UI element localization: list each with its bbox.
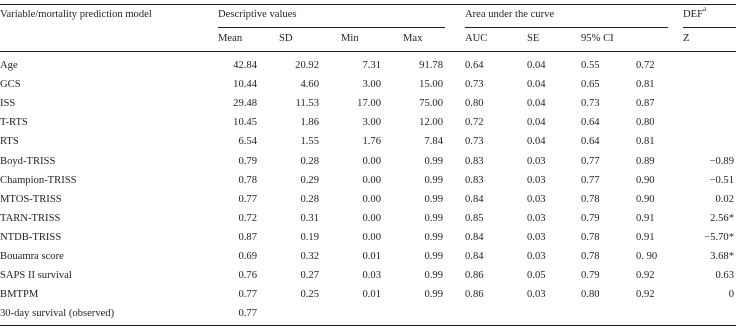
cell-ci-high: 0.72 <box>636 60 655 71</box>
cell-name: TARN-TRISS <box>0 213 61 224</box>
cell-ci-low: 0.79 <box>581 270 600 281</box>
cell-ci-low: 0.79 <box>581 213 600 224</box>
cell-sd: 20.92 <box>295 60 319 71</box>
cell-se: 0.04 <box>527 136 546 147</box>
cell-se: 0.04 <box>527 98 546 109</box>
cell-ci-low: 0.55 <box>581 60 600 71</box>
cell-min: 0.00 <box>362 213 381 224</box>
cell-min: 0.00 <box>362 175 381 186</box>
cell-ci-high: 0.92 <box>636 270 655 281</box>
cell-min: 0.00 <box>362 194 381 205</box>
header-area-under-curve: Area under the curve <box>465 9 555 20</box>
cell-se: 0.03 <box>527 213 546 224</box>
cell-z: 0.02 <box>715 194 734 205</box>
cell-max: 15.00 <box>419 79 443 90</box>
cell-ci-low: 0.77 <box>581 175 600 186</box>
cell-sd: 0.28 <box>300 156 319 167</box>
cell-ci-low: 0.77 <box>581 156 600 167</box>
header-descriptive-values: Descriptive values <box>218 9 297 20</box>
cell-sd: 0.31 <box>300 213 319 224</box>
cell-sd: 0.27 <box>300 270 319 281</box>
cell-name: NTDB-TRISS <box>0 232 62 243</box>
cell-auc: 0.80 <box>465 98 484 109</box>
auc-group-rule <box>465 27 668 28</box>
cell-ci-low: 0.64 <box>581 117 600 128</box>
header-auc: AUC <box>465 33 488 44</box>
cell-z: −5.70* <box>704 232 734 243</box>
header-def <box>683 5 707 21</box>
cell-sd: 0.19 <box>300 232 319 243</box>
cell-sd: 0.28 <box>300 194 319 205</box>
cell-auc: 0.64 <box>465 60 484 71</box>
cell-mean: 29.48 <box>233 98 257 109</box>
cell-ci-high: 0.90 <box>636 175 655 186</box>
cell-name: MTOS-TRISS <box>0 194 62 205</box>
cell-min: 0.01 <box>362 289 381 300</box>
cell-mean: 0.77 <box>238 289 257 300</box>
cell-name: GCS <box>0 79 21 90</box>
cell-name: 30-day survival (observed) <box>0 308 115 319</box>
cell-sd: 0.29 <box>300 175 319 186</box>
cell-mean: 0.69 <box>238 251 257 262</box>
cell-auc: 0.84 <box>465 232 484 243</box>
cell-ci-high: 0.80 <box>636 117 655 128</box>
header-variable: Variable/mortality prediction model <box>0 9 152 20</box>
cell-se: 0.03 <box>527 175 546 186</box>
cell-ci-high: 0.90 <box>636 194 655 205</box>
header-mean: Mean <box>218 33 243 44</box>
cell-mean: 10.45 <box>233 117 257 128</box>
cell-min: 0.03 <box>362 270 381 281</box>
header-max: Max <box>403 33 423 44</box>
cell-name: RTS <box>0 136 19 147</box>
cell-auc: 0.86 <box>465 270 484 281</box>
cell-z: −0.89 <box>709 156 734 167</box>
cell-name: Bouamra score <box>0 251 64 262</box>
cell-min: 7.31 <box>362 60 381 71</box>
cell-auc: 0.84 <box>465 251 484 262</box>
header-def-footnote: a <box>703 5 707 14</box>
cell-ci-low: 0.80 <box>581 289 600 300</box>
cell-ci-low: 0.73 <box>581 98 600 109</box>
cell-name: ISS <box>0 98 16 109</box>
cell-mean: 0.79 <box>238 156 257 167</box>
cell-sd: 1.86 <box>300 117 319 128</box>
cell-max: 0.99 <box>424 156 443 167</box>
cell-ci-high: 0.89 <box>636 156 655 167</box>
cell-min: 1.76 <box>362 136 381 147</box>
cell-se: 0.05 <box>527 270 546 281</box>
cell-ci-high: 0.92 <box>636 289 655 300</box>
cell-min: 3.00 <box>362 117 381 128</box>
header-def-text: DEF <box>683 9 704 20</box>
cell-ci-low: 0.78 <box>581 232 600 243</box>
cell-se: 0.03 <box>527 156 546 167</box>
cell-mean: 0.78 <box>238 175 257 186</box>
cell-max: 0.99 <box>424 213 443 224</box>
cell-ci-high: 0.87 <box>636 98 655 109</box>
cell-max: 0.99 <box>424 289 443 300</box>
cell-auc: 0.83 <box>465 156 484 167</box>
cell-ci-high: 0.91 <box>636 232 655 243</box>
cell-ci-high: 0.91 <box>636 213 655 224</box>
cell-ci-low: 0.78 <box>581 194 600 205</box>
cell-max: 12.00 <box>419 117 443 128</box>
cell-se: 0.03 <box>527 232 546 243</box>
cell-sd: 1.55 <box>300 136 319 147</box>
descriptive-group-rule <box>218 27 445 28</box>
cell-mean: 10.44 <box>233 79 257 90</box>
def-group-rule <box>683 27 736 28</box>
cell-mean: 0.72 <box>238 213 257 224</box>
cell-z: 2.56* <box>710 213 734 224</box>
cell-max: 7.84 <box>424 136 443 147</box>
cell-max: 0.99 <box>424 251 443 262</box>
cell-name: Boyd-TRISS <box>0 156 56 167</box>
cell-mean: 42.84 <box>233 60 257 71</box>
cell-min: 0.01 <box>362 251 381 262</box>
cell-sd: 11.53 <box>295 98 319 109</box>
cell-min: 0.00 <box>362 156 381 167</box>
header-se: SE <box>527 33 540 44</box>
cell-mean: 0.76 <box>238 270 257 281</box>
cell-z: 0 <box>728 289 734 300</box>
top-rule <box>0 4 736 5</box>
cell-z: 0.63 <box>715 270 734 281</box>
bottom-rule <box>0 325 736 326</box>
cell-sd: 0.32 <box>300 251 319 262</box>
header-min: Min <box>341 33 359 44</box>
cell-min: 3.00 <box>362 79 381 90</box>
cell-auc: 0.73 <box>465 79 484 90</box>
cell-se: 0.04 <box>527 117 546 128</box>
cell-max: 0.99 <box>424 175 443 186</box>
cell-ci-high: 0. 90 <box>636 251 658 262</box>
cell-ci-high: 0.81 <box>636 79 655 90</box>
cell-sd: 4.60 <box>300 79 319 90</box>
cell-ci-high: 0.81 <box>636 136 655 147</box>
cell-name: BMTPM <box>0 289 39 300</box>
cell-min: 0.00 <box>362 232 381 243</box>
cell-auc: 0.85 <box>465 213 484 224</box>
cell-max: 75.00 <box>419 98 443 109</box>
header-sd: SD <box>279 33 293 44</box>
header-bottom-rule <box>0 51 736 52</box>
cell-auc: 0.86 <box>465 289 484 300</box>
cell-mean: 0.77 <box>238 308 257 319</box>
cell-se: 0.03 <box>527 194 546 205</box>
cell-name: T-RTS <box>0 117 28 128</box>
cell-auc: 0.73 <box>465 136 484 147</box>
cell-mean: 6.54 <box>238 136 257 147</box>
cell-auc: 0.83 <box>465 175 484 186</box>
cell-ci-low: 0.65 <box>581 79 600 90</box>
cell-max: 0.99 <box>424 232 443 243</box>
cell-min: 17.00 <box>357 98 381 109</box>
cell-se: 0.04 <box>527 79 546 90</box>
cell-name: Age <box>0 60 18 71</box>
cell-max: 0.99 <box>424 194 443 205</box>
cell-name: SAPS II survival <box>0 270 72 281</box>
cell-auc: 0.84 <box>465 194 484 205</box>
cell-se: 0.04 <box>527 60 546 71</box>
cell-se: 0.03 <box>527 289 546 300</box>
cell-z: −0.51 <box>709 175 734 186</box>
header-ci: 95% CI <box>581 33 614 44</box>
cell-auc: 0.72 <box>465 117 484 128</box>
cell-ci-low: 0.78 <box>581 251 600 262</box>
cell-mean: 0.77 <box>238 194 257 205</box>
cell-sd: 0.25 <box>300 289 319 300</box>
cell-max: 0.99 <box>424 270 443 281</box>
cell-ci-low: 0.64 <box>581 136 600 147</box>
header-z: Z <box>683 33 690 44</box>
cell-se: 0.03 <box>527 251 546 262</box>
cell-mean: 0.87 <box>238 232 257 243</box>
cell-name: Champion-TRISS <box>0 175 77 186</box>
cell-z: 3.68* <box>710 251 734 262</box>
cell-max: 91.78 <box>419 60 443 71</box>
